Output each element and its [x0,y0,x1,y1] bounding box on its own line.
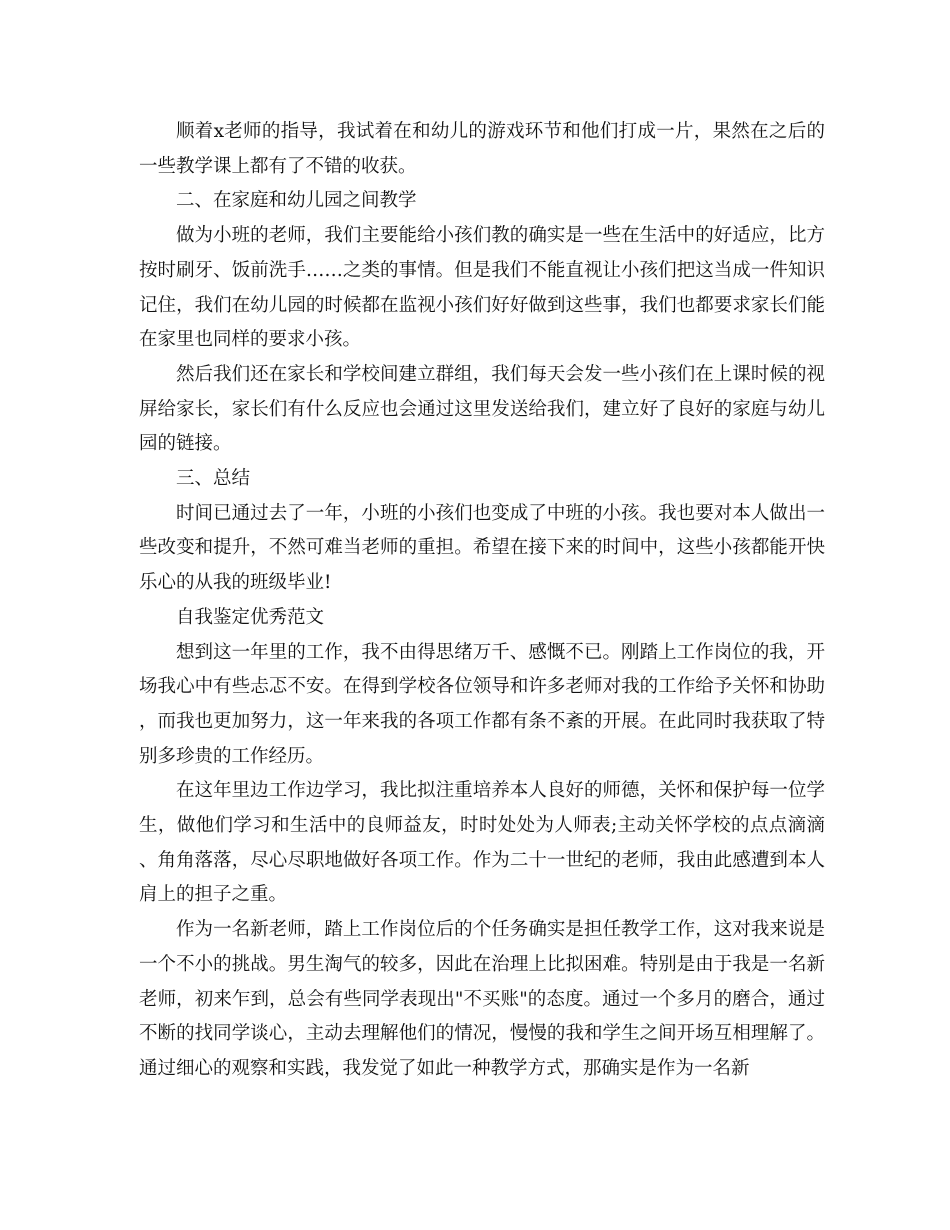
paragraph-2: 做为小班的老师，我们主要能给小孩们教的确实是一些在生活中的好适应，比方按时刷牙、饭前洗手……之类的事情。但是我们不能直视让小孩们把这当成一件知识记住，我们在幼儿园的时候都在监视小孩们好好做到这些事，我们也都要求家长们能在家里也同样的要求小孩。 [139,225,825,351]
paragraph-4: 时间已通过去了一年，小班的小孩们也变成了中班的小孩。我也要对本人做出一些改变和提升，不然可难当老师的重担。希望在接下来的时间中，这些小孩都能开快乐心的从我的班级毕业! [139,502,825,594]
section-heading-2: 二、在家庭和幼儿园之间教学 [176,190,417,212]
paragraph-7: 作为一名新老师，踏上工作岗位后的个任务确实是担任教学工作，这对我来说是一个不小的挑战。男生淘气的较多，因此在治理上比拟困难。特别是由于我是一名新老师，初来乍到，总会有些同学表现出"不买账"的态度。通过一个多月的磨合，通过不断的找同学谈心，主动去理解他们的情况，慢慢的我和学生之间开场互相理解了。通过细心的观察和实践，我发觉了如此一种教学方式，那确实是作为一名新 [139,919,825,1079]
paragraph-3: 然后我们还在家长和学校间建立群组，我们每天会发一些小孩们在上课时候的视屏给家长，家长们有什么反应也会通过这里发送给我们，建立好了良好的家庭与幼儿园的链接。 [139,363,825,455]
paragraph-1: 顺着x老师的指导，我试着在和幼儿的游戏环节和他们打成一片，果然在之后的一些教学课上都有了不错的收获。 [139,121,825,177]
section-heading-3: 三、总结 [176,468,251,490]
article-title: 自我鉴定优秀范文 [176,606,325,628]
document-body [139,115,825,1087]
paragraph-6: 在这年里边工作边学习，我比拟注重培养本人良好的师德，关怀和保护每一位学生，做他们学习和生活中的良师益友，时时处处为人师表;主动关怀学校的点点滴滴、角角落落，尽心尽职地做好各项工作。作为二十一世纪的老师，我由此感遭到本人肩上的担子之重。 [139,780,825,906]
paragraph-5: 想到这一年里的工作，我不由得思绪万千、感慨不已。刚踏上工作岗位的我，开场我心中有些忐忑不安。在得到学校各位领导和许多老师对我的工作给予关怀和协助，而我也更加努力，这一年来我的各项工作都有条不紊的开展。在此同时我获取了特别多珍贵的工作经历。 [139,641,825,767]
